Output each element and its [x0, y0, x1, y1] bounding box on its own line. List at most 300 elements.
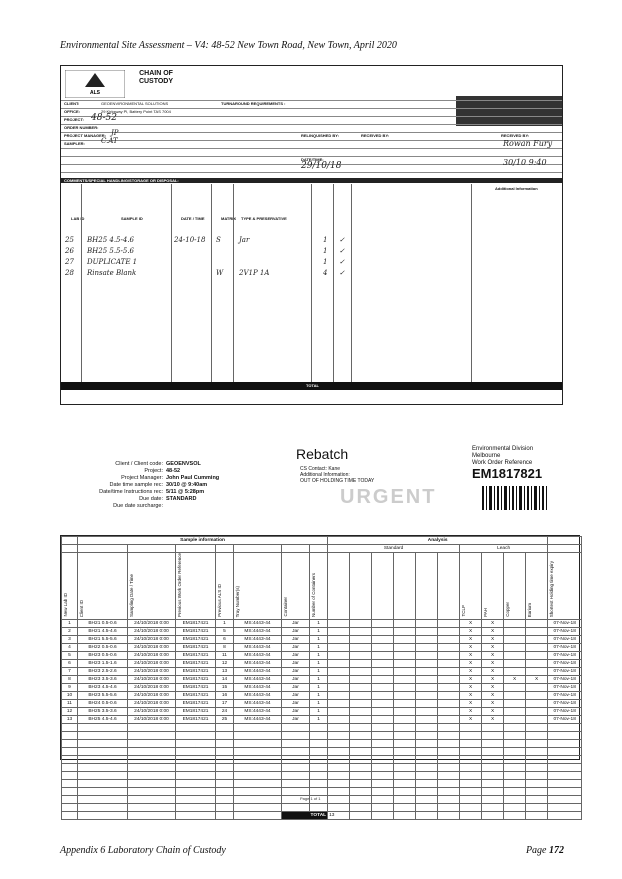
- table-cell: [438, 643, 460, 651]
- group-analysis: Analysis: [328, 537, 548, 545]
- table-cell: [328, 707, 350, 715]
- table-cell: [282, 771, 310, 779]
- received-label-2: RECEIVED BY:: [501, 133, 530, 138]
- table-cell: 07-Nov-18: [548, 635, 582, 643]
- table-cell: [328, 803, 350, 811]
- table-cell: 11: [62, 699, 78, 707]
- table-cell: [372, 667, 394, 675]
- table-cell: [438, 779, 460, 787]
- table-cell: BH25 3.5-3.6: [78, 707, 128, 715]
- client-info-key: Due date surcharge:: [113, 503, 163, 509]
- table-cell: [504, 659, 526, 667]
- table-cell: [504, 619, 526, 627]
- table-cell: [416, 755, 438, 763]
- table-cell: [128, 803, 176, 811]
- table-cell: X: [482, 683, 504, 691]
- client-info-row: [75, 468, 260, 475]
- table-cell: X: [482, 715, 504, 723]
- table-cell: [176, 739, 216, 747]
- table-cell: 24: [216, 707, 234, 715]
- table-cell: 1: [62, 619, 78, 627]
- coc-count: 4: [323, 269, 328, 277]
- table-cell: [176, 803, 216, 811]
- table-cell: [394, 723, 416, 731]
- table-cell: [482, 795, 504, 803]
- table-cell: [482, 811, 504, 819]
- table-cell: [350, 715, 372, 723]
- table-cell: [328, 659, 350, 667]
- col-header: Previous ALS ID: [217, 584, 222, 617]
- table-cell: [416, 659, 438, 667]
- table-cell: [234, 755, 282, 763]
- table-cell: Jar: [282, 715, 310, 723]
- table-cell: [416, 619, 438, 627]
- table-cell: [460, 731, 482, 739]
- table-cell: MS:4443-44: [234, 683, 282, 691]
- table-cell: [372, 779, 394, 787]
- table-cell: 24/10/2018 0:00: [128, 707, 176, 715]
- blank: [548, 545, 582, 553]
- table-cell: [504, 755, 526, 763]
- client-info-row: [75, 489, 260, 496]
- table-cell: X: [460, 699, 482, 707]
- header-cell: [216, 553, 234, 620]
- table-cell: 1: [310, 627, 328, 635]
- table-cell: [438, 811, 460, 819]
- table-cell: [282, 779, 310, 787]
- header-cell: [394, 553, 416, 620]
- client-info-row: [75, 496, 260, 503]
- table-cell: [350, 699, 372, 707]
- table-cell: [416, 763, 438, 771]
- table-cell: [548, 779, 582, 787]
- table-cell: 1: [310, 659, 328, 667]
- table-cell: [438, 627, 460, 635]
- table-cell: [438, 699, 460, 707]
- page-x-of-y: Page 1 of 1: [300, 796, 321, 801]
- table-cell: [282, 739, 310, 747]
- table-cell: [372, 771, 394, 779]
- table-cell: Jar: [282, 683, 310, 691]
- table-cell: 24/10/2018 0:00: [128, 699, 176, 707]
- table-cell: MS:4443-44: [234, 627, 282, 635]
- table-cell: 24/10/2018 0:00: [128, 627, 176, 635]
- table-cell: [548, 795, 582, 803]
- table-cell: [62, 731, 78, 739]
- table-cell: 1: [310, 699, 328, 707]
- coc-total-bar: [61, 382, 562, 390]
- table-cell: [504, 795, 526, 803]
- table-cell: [438, 619, 460, 627]
- table-cell: [416, 771, 438, 779]
- table-cell: 24/10/2018 0:00: [128, 619, 176, 627]
- table-cell: [416, 651, 438, 659]
- table-cell: Jar: [282, 667, 310, 675]
- table-cell: [394, 643, 416, 651]
- table-cell: [460, 811, 482, 819]
- table-cell: [78, 803, 128, 811]
- table-cell: [62, 747, 78, 755]
- coc-check: ✓: [339, 258, 345, 266]
- table-cell: [372, 635, 394, 643]
- table-cell: X: [482, 635, 504, 643]
- total-value: 13: [328, 811, 350, 819]
- table-cell: 07-Nov-18: [548, 699, 582, 707]
- table-cell: [372, 731, 394, 739]
- table-cell: X: [526, 675, 548, 683]
- header-cell: [310, 553, 328, 620]
- table-cell: MS:4443-44: [234, 715, 282, 723]
- received-name: Rowan Fury: [503, 139, 553, 148]
- table-cell: [78, 723, 128, 731]
- col-header: Sampling Date / Time: [129, 573, 134, 617]
- client-info-row: [75, 475, 260, 482]
- table-cell: Jar: [282, 707, 310, 715]
- header-cell: [482, 553, 504, 620]
- coc-matrix: S: [216, 236, 221, 244]
- table-cell: [350, 747, 372, 755]
- client-value: GEOENVIRONMENTAL SOLUTIONS: [101, 101, 169, 106]
- table-cell: [310, 771, 328, 779]
- table-cell: [438, 683, 460, 691]
- table-cell: [394, 667, 416, 675]
- table-cell: MS:4443-44: [234, 619, 282, 627]
- table-cell: [548, 811, 582, 819]
- table-cell: [282, 755, 310, 763]
- table-cell: BH23 5.5-5.6: [78, 691, 128, 699]
- table-cell: X: [460, 691, 482, 699]
- env-division: [472, 446, 533, 467]
- table-cell: [328, 675, 350, 683]
- table-row: [62, 627, 582, 635]
- table-cell: X: [460, 643, 482, 651]
- table-cell: [394, 763, 416, 771]
- chain-of-custody-form: [60, 65, 563, 405]
- table-cell: [328, 763, 350, 771]
- table-cell: [438, 651, 460, 659]
- table-cell: [234, 747, 282, 755]
- table-cell: [394, 779, 416, 787]
- table-cell: 13: [216, 667, 234, 675]
- table-cell: Jar: [282, 651, 310, 659]
- table-cell: [504, 707, 526, 715]
- client-label: CLIENT:: [64, 101, 80, 106]
- leach-label: Leach: [460, 545, 548, 553]
- table-cell: EM1817421: [176, 659, 216, 667]
- coc-lab-id: 26: [65, 247, 74, 255]
- table-cell: [78, 747, 128, 755]
- table-cell: [482, 771, 504, 779]
- table-cell: X: [482, 667, 504, 675]
- table-cell: [234, 811, 282, 819]
- table-cell: EM1817421: [176, 707, 216, 715]
- table-cell: 12: [216, 659, 234, 667]
- table-cell: 1: [310, 643, 328, 651]
- table-cell: [526, 683, 548, 691]
- table-cell: [482, 731, 504, 739]
- table-cell: [328, 787, 350, 795]
- table-cell: [282, 747, 310, 755]
- received-label: RECEIVED BY:: [361, 133, 390, 138]
- table-cell: [416, 699, 438, 707]
- table-cell: [372, 755, 394, 763]
- table-row-empty: [62, 803, 582, 811]
- table-cell: [216, 811, 234, 819]
- table-cell: 07-Nov-18: [548, 643, 582, 651]
- coc-lab-id: 25: [65, 236, 74, 244]
- table-cell: MS:4443-44: [234, 651, 282, 659]
- received-date: 30/10 9:40: [503, 158, 547, 167]
- table-cell: [394, 651, 416, 659]
- header-cell: [526, 553, 548, 620]
- table-cell: [394, 755, 416, 763]
- table-cell: MS:4443-44: [234, 667, 282, 675]
- table-cell: 3: [62, 635, 78, 643]
- table-cell: [234, 739, 282, 747]
- table-cell: X: [460, 627, 482, 635]
- table-cell: [350, 803, 372, 811]
- table-cell: [372, 707, 394, 715]
- header-cell: [504, 553, 526, 620]
- table-cell: [128, 811, 176, 819]
- table-cell: 1: [310, 683, 328, 691]
- table-cell: [526, 667, 548, 675]
- table-cell: [548, 787, 582, 795]
- table-cell: [438, 795, 460, 803]
- table-cell: [482, 739, 504, 747]
- table-cell: [328, 739, 350, 747]
- header-cell: [548, 553, 582, 620]
- table-cell: [548, 747, 582, 755]
- table-cell: 6: [216, 635, 234, 643]
- table-cell: [372, 787, 394, 795]
- table-cell: [176, 723, 216, 731]
- table-cell: 24/10/2018 0:00: [128, 715, 176, 723]
- table-cell: [328, 731, 350, 739]
- table-cell: X: [482, 651, 504, 659]
- barcode-icon: [480, 484, 550, 514]
- table-cell: [438, 771, 460, 779]
- table-cell: [78, 779, 128, 787]
- table-cell: [128, 771, 176, 779]
- table-cell: [394, 747, 416, 755]
- table-cell: [328, 619, 350, 627]
- table-cell: [328, 635, 350, 643]
- rebatch-info: [300, 466, 374, 484]
- table-cell: [372, 739, 394, 747]
- table-row-empty: [62, 771, 582, 779]
- table-cell: X: [482, 675, 504, 683]
- table-cell: [416, 787, 438, 795]
- table-cell: [350, 763, 372, 771]
- table-cell: [78, 787, 128, 795]
- table-cell: [350, 771, 372, 779]
- table-cell: [526, 651, 548, 659]
- col-header: TCLP: [461, 605, 467, 617]
- table-cell: [78, 771, 128, 779]
- table-cell: [526, 715, 548, 723]
- table-cell: 1: [216, 619, 234, 627]
- coc-total-label: TOTAL: [306, 383, 319, 388]
- table-cell: [438, 731, 460, 739]
- table-cell: [128, 723, 176, 731]
- table-row: [62, 659, 582, 667]
- table-cell: [416, 691, 438, 699]
- table-cell: Jar: [282, 635, 310, 643]
- table-cell: [416, 683, 438, 691]
- table-cell: [504, 643, 526, 651]
- table-cell: [504, 715, 526, 723]
- table-cell: [504, 771, 526, 779]
- table-cell: [350, 683, 372, 691]
- table-cell: [372, 651, 394, 659]
- table-cell: [460, 739, 482, 747]
- blank: [282, 545, 310, 553]
- header-cell: [176, 553, 216, 620]
- table-cell: 07-Nov-18: [548, 683, 582, 691]
- table-cell: [394, 627, 416, 635]
- client-info-row: [75, 503, 260, 510]
- table-cell: 07-Nov-18: [548, 691, 582, 699]
- coc-matrix: W: [216, 269, 224, 277]
- additional-info-label: Additional Information: [495, 186, 538, 191]
- date-time-label: DATE/TIME:: [301, 157, 324, 162]
- table-cell: [526, 627, 548, 635]
- table-cell: [460, 763, 482, 771]
- table-cell: [310, 723, 328, 731]
- tat-label: TURNAROUND REQUIREMENTS :: [221, 101, 286, 106]
- table-cell: [310, 787, 328, 795]
- table-cell: BH24 0.5-0.6: [78, 699, 128, 707]
- table-cell: [78, 763, 128, 771]
- table-cell: [350, 731, 372, 739]
- table-cell: [328, 683, 350, 691]
- blank: [176, 545, 216, 553]
- standard-label: Standard: [328, 545, 460, 553]
- table-cell: [526, 691, 548, 699]
- table-cell: [372, 643, 394, 651]
- table-cell: 13: [62, 715, 78, 723]
- table-cell: 1: [310, 675, 328, 683]
- table-cell: [350, 723, 372, 731]
- table-cell: X: [482, 691, 504, 699]
- table-cell: 24/10/2018 0:00: [128, 675, 176, 683]
- env-division-label: Environmental Division: [472, 446, 534, 452]
- footer-page: [526, 845, 564, 856]
- table-cell: [438, 659, 460, 667]
- table-cell: [78, 811, 128, 819]
- table-cell: [310, 763, 328, 771]
- table-row-empty: [62, 779, 582, 787]
- table-cell: [460, 747, 482, 755]
- table-cell: [282, 723, 310, 731]
- table-cell: [526, 707, 548, 715]
- table-cell: [526, 635, 548, 643]
- table-cell: X: [460, 675, 482, 683]
- coc-sample-id: DUPLICATE 1: [87, 258, 138, 266]
- table-row: [62, 643, 582, 651]
- table-cell: [78, 739, 128, 747]
- coc-lab-id: 28: [65, 269, 74, 277]
- table-cell: X: [482, 659, 504, 667]
- table-cell: [372, 803, 394, 811]
- coc-sample-id: Rinsate Blank: [87, 269, 137, 277]
- table-cell: [328, 627, 350, 635]
- table-cell: [394, 715, 416, 723]
- table-cell: [216, 795, 234, 803]
- office-value: 29 Kirksway Pl, Battery Point TAS 7004: [101, 109, 171, 114]
- table-cell: [328, 667, 350, 675]
- col-header: Barium: [527, 602, 533, 617]
- table-cell: [62, 803, 78, 811]
- table-cell: X: [482, 707, 504, 715]
- table-cell: [482, 723, 504, 731]
- table-cell: X: [482, 627, 504, 635]
- footer-page-label: Page: [525, 845, 547, 856]
- table-cell: [128, 731, 176, 739]
- header-cell: [460, 553, 482, 620]
- header-cell: [438, 553, 460, 620]
- table-cell: X: [460, 683, 482, 691]
- table-cell: X: [460, 667, 482, 675]
- table-cell: BH21 4.5-4.6: [78, 627, 128, 635]
- table-cell: [460, 787, 482, 795]
- table-cell: 7: [62, 667, 78, 675]
- table-cell: [416, 803, 438, 811]
- table-cell: 5: [216, 627, 234, 635]
- client-info: [75, 461, 260, 510]
- relinquished-label: RELINQUISHED BY:: [301, 133, 339, 138]
- table-cell: [438, 667, 460, 675]
- table-row-empty: [62, 739, 582, 747]
- table-cell: [548, 723, 582, 731]
- coc-date: 24-10-18: [174, 236, 206, 244]
- table-cell: [328, 747, 350, 755]
- header-cell: [234, 553, 282, 620]
- table-cell: 6: [62, 659, 78, 667]
- sampler-value: C.AT: [101, 137, 118, 145]
- col-lab-id: LAB ID: [71, 216, 85, 221]
- table-cell: [526, 811, 548, 819]
- table-cell: [78, 731, 128, 739]
- table-cell: MS:4443-44: [234, 699, 282, 707]
- table-cell: [504, 779, 526, 787]
- table-row: [62, 683, 582, 691]
- table-cell: [328, 723, 350, 731]
- table-cell: [394, 675, 416, 683]
- table-cell: [328, 779, 350, 787]
- table-cell: Jar: [282, 691, 310, 699]
- table-cell: [328, 715, 350, 723]
- table-cell: [504, 627, 526, 635]
- table-cell: 1: [310, 619, 328, 627]
- blank: [548, 537, 582, 545]
- table-cell: [350, 659, 372, 667]
- office-label: OFFICE:: [64, 109, 80, 114]
- table-cell: [526, 771, 548, 779]
- table-cell: X: [460, 715, 482, 723]
- table-cell: X: [504, 675, 526, 683]
- client-info-value: GEOENVSOL: [166, 461, 201, 467]
- table-cell: MS:4443-44: [234, 659, 282, 667]
- table-cell: [526, 659, 548, 667]
- client-info-row: [75, 461, 260, 468]
- client-info-value: John Paul Cumming: [166, 475, 220, 481]
- table-row: [62, 619, 582, 627]
- svg-text:ALS: ALS: [90, 90, 100, 96]
- table-cell: EM1817421: [176, 635, 216, 643]
- table-cell: BH23 0.5-0.6: [78, 651, 128, 659]
